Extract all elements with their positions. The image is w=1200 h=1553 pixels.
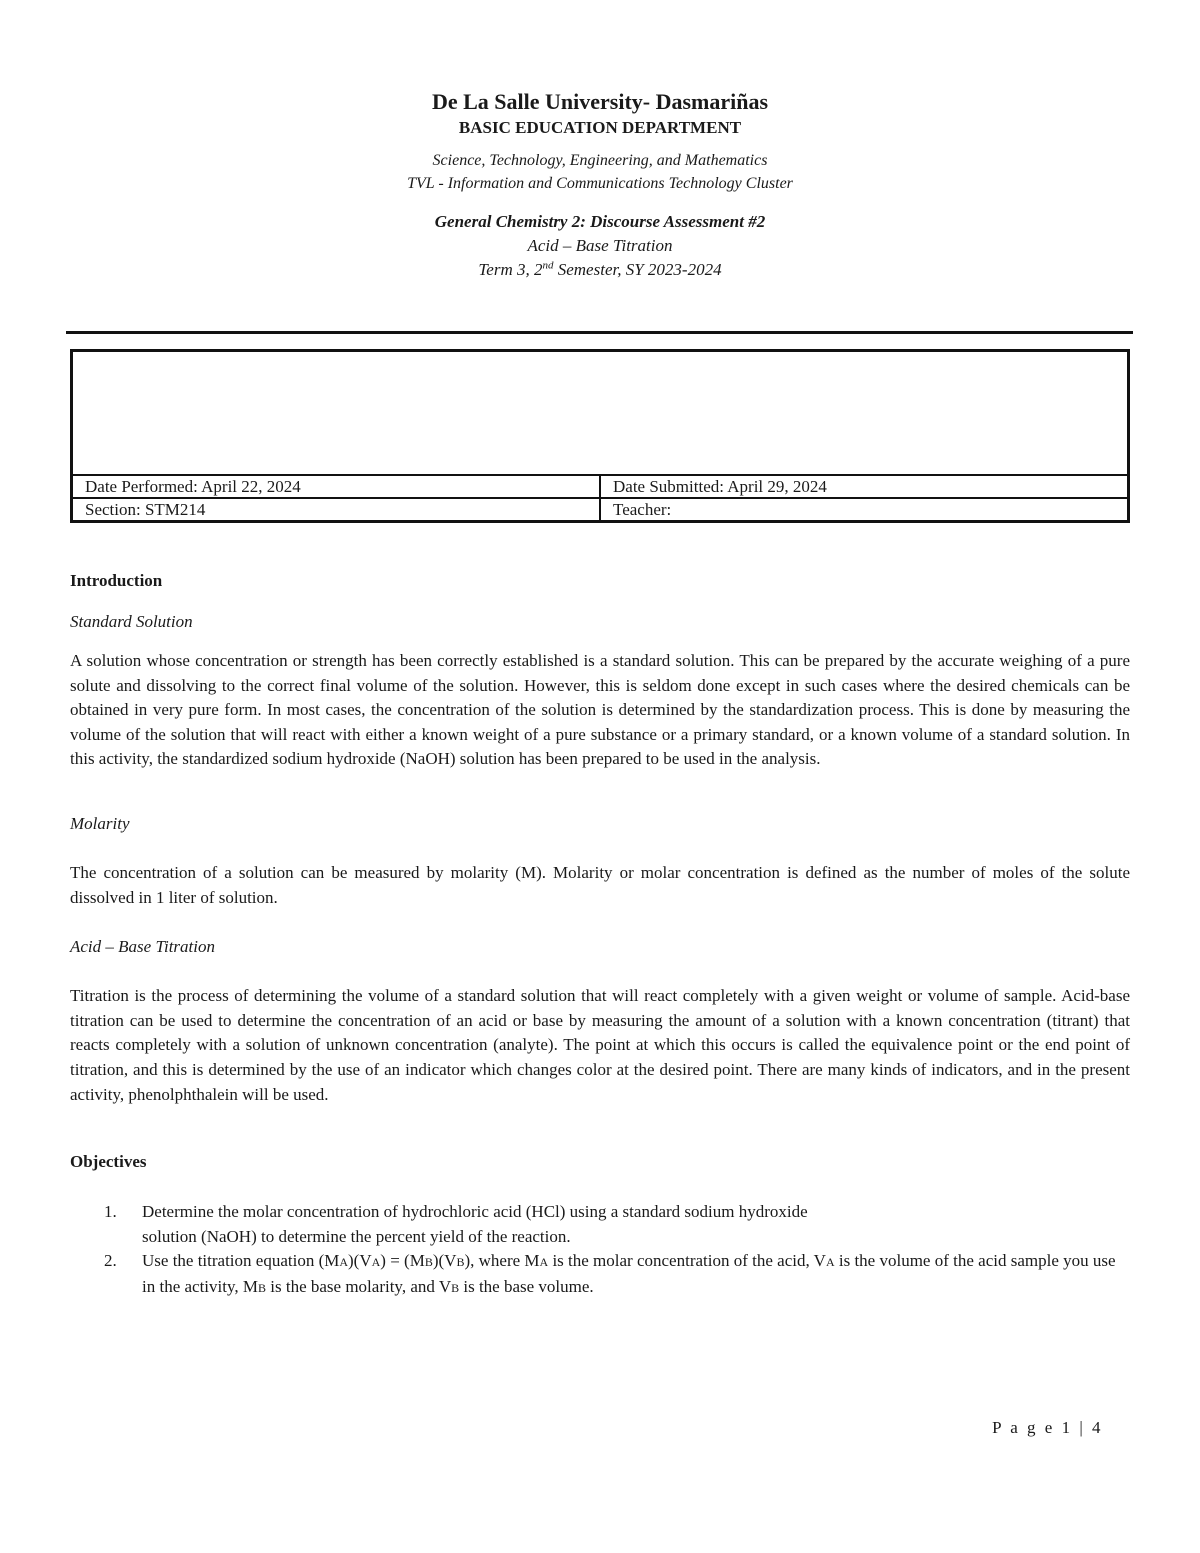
objective-2-text-6: is the molar concentration of the acid, V bbox=[548, 1251, 826, 1271]
document-header bbox=[0, 88, 1200, 282]
objective-2-text-1: Use the titration equation (M bbox=[142, 1251, 340, 1271]
molarity-heading: Molarity bbox=[70, 813, 130, 833]
page-number: P a g e 1 | 4 bbox=[992, 1418, 1103, 1437]
standard-solution-paragraph: A solution whose concentration or strength has been correctly established is a standard solution. This can be prepared by the accurate weighing of a pure solute and dissolving to the correct final volume of the solution. However, this is seldom done except in such cases where the desired chemicals can be obtained in very pure form. In most cases, the concentration of the solution is determined by the standardization process. This is done by measuring the volume of the solution that will react with either a known weight of a pure substance or a primary standard, or a known volume of a standard solution. In this activity, the standardized sodium hydroxide (NaOH) solution has been prepared to be used in the analysis. bbox=[70, 651, 1130, 769]
titration-heading: Acid – Base Titration bbox=[70, 937, 215, 957]
term-line bbox=[0, 258, 1200, 282]
molarity-paragraph: The concentration of a solution can be measured by molarity (M). Molarity or molar concentration is defined as the number of moles of the solute dissolved in 1 liter of solution. bbox=[70, 862, 1130, 907]
subscript-b-1: B bbox=[424, 1255, 433, 1270]
objective-2-text-9: is the base volume. bbox=[459, 1276, 594, 1296]
date-submitted-cell: Date Submitted: April 29, 2024 bbox=[600, 475, 1129, 498]
student-info-table bbox=[70, 349, 1130, 523]
student-names-cell bbox=[72, 351, 1129, 476]
department-name: BASIC EDUCATION DEPARTMENT bbox=[458, 118, 742, 137]
subscript-a-4: A bbox=[825, 1255, 835, 1270]
objective-1-line-1: Determine the molar concentration of hydrochloric acid (HCl) using a standard sodium hydroxide bbox=[142, 1202, 808, 1222]
subscript-a-1: A bbox=[339, 1255, 349, 1270]
objectives-heading: Objectives bbox=[70, 1152, 147, 1172]
objective-number-2: 2. bbox=[104, 1251, 117, 1271]
objective-number-1: 1. bbox=[104, 1202, 117, 1222]
term-suffix: Semester, SY 2023-2024 bbox=[553, 260, 722, 279]
objective-2-text-4: )(V bbox=[432, 1251, 457, 1271]
objective-2-text-8: is the base molarity, and V bbox=[266, 1276, 452, 1296]
term-prefix: Term 3, 2 bbox=[478, 260, 543, 279]
document-body bbox=[70, 569, 1130, 1301]
objective-2-text-5: ), where M bbox=[464, 1251, 540, 1271]
teacher-cell: Teacher: bbox=[600, 498, 1129, 522]
activity-topic: Acid – Base Titration bbox=[527, 236, 673, 255]
course-title: General Chemistry 2: Discourse Assessment #2 bbox=[434, 212, 766, 231]
strand-line-2: TVL - Information and Communications Technology Cluster bbox=[407, 175, 793, 192]
titration-paragraph: Titration is the process of determining the volume of a standard solution that will react completely with a given weight or volume of sample. Acid-base titration can be used to determine the concentration of an acid or base by measuring the amount of a solution with a known concentration (titrant) that reacts completely with a solution of unknown concentration (analyte). The point at which this occurs is called the equivalence point or the end point of titration, and this is determined by the use of an indicator which changes color at the desired point. There are many kinds of indicators, and in the present activity, phenolphthalein will be used. bbox=[70, 986, 1130, 1104]
subscript-a-3: A bbox=[539, 1255, 549, 1270]
subscript-b-2: B bbox=[456, 1255, 465, 1270]
objective-item-2 bbox=[70, 1249, 1130, 1300]
subscript-b-3: B bbox=[258, 1280, 267, 1295]
strand-line-1: Science, Technology, Engineering, and Mathematics bbox=[432, 152, 768, 169]
header-divider bbox=[66, 331, 1133, 334]
introduction-heading: Introduction bbox=[70, 571, 163, 590]
date-performed-cell: Date Performed: April 22, 2024 bbox=[72, 475, 601, 498]
subscript-a-2: A bbox=[371, 1255, 381, 1270]
section-cell: Section: STM214 bbox=[72, 498, 601, 522]
standard-solution-heading: Standard Solution bbox=[70, 612, 193, 631]
objectives-list bbox=[70, 1200, 1130, 1300]
objective-2-text-2: )(V bbox=[348, 1251, 372, 1271]
university-name: De La Salle University- Dasmariñas bbox=[431, 89, 769, 114]
objective-2-text-7: is the volume of the acid sample you use in the activity, M bbox=[142, 1251, 1116, 1296]
objective-1-line-2: solution (NaOH) to determine the percent yield of the reaction. bbox=[142, 1226, 571, 1246]
term-superscript: nd bbox=[542, 259, 554, 272]
objective-item-1 bbox=[70, 1200, 1130, 1249]
objective-2-text-3: ) = (M bbox=[380, 1251, 425, 1271]
subscript-b-4: B bbox=[451, 1280, 460, 1295]
